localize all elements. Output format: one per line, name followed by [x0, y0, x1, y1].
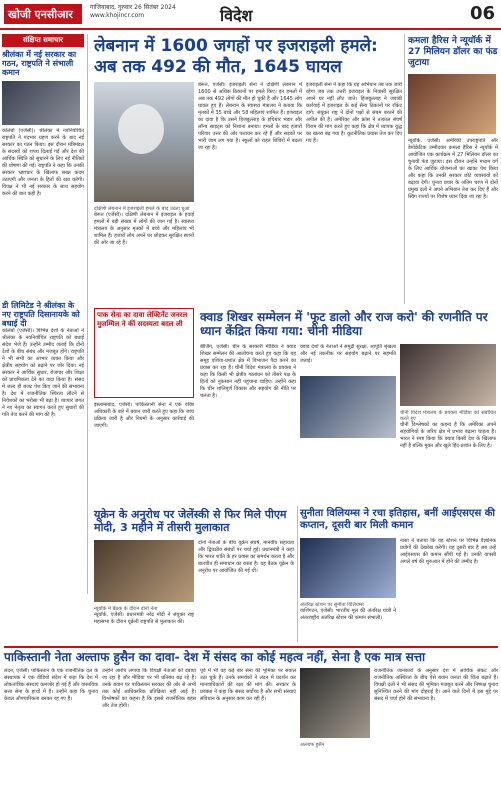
section-title: विदेश: [220, 6, 253, 25]
lead-body-col1: बेरूत, एजेंसी। इजराइली सेना ने दक्षिणी लेबनान में 1600 से अधिक ठिकानों पर हमले किए। इन हमलों में अब तक 492 लोगों की मौत हो चुकी है और 1645 लोग घायल हुए हैं। लेबनान के स्वास्थ्य मंत्रालय ने बताया कि मृतकों में 35 बच्चे और 58 महिलाएं शामिल हैं। इजराइल का दावा है कि उसने हिजबुल्लाह के हथियार भंडार और लॉन्च साइट्स को निशाना बनाया। हमलों के बाद हजारों परिवार उत्तर की ओर पलायन कर रहे हैं और सड़कों पर भारी जाम लग गया है। स्कूलों को राहत शिविरों में बदला जा रहा है।: [198, 82, 302, 151]
harris-headline: कमला हैरिस ने न्यूयॉर्क में 27 मिलियन डॉलर का फंड जुटाया: [408, 36, 498, 68]
lead-body-col0: [94, 206, 194, 302]
left-story1-photo: [2, 81, 80, 125]
quad-body-col1: बीजिंग, एजेंसी। चीन के सरकारी मीडिया ने क्वाड शिखर सम्मेलन की आलोचना करते हुए कहा कि यह समूह एशिया-प्रशांत क्षेत्र में विभाजन पैदा करने का प्रयास कर रहा है। चीनी विदेश मंत्रालय के प्रवक्ता ने कहा कि किसी भी क्षेत्रीय गठबंधन को तीसरे पक्ष के हितों को नुकसान नहीं पहुंचाना चाहिए। उन्होंने कहा कि चीन शांतिपूर्ण विकास और सहयोग की नीति पर चलता है।: [200, 344, 296, 399]
lead-body-col2: इजराइली सेना ने कहा कि यह अभियान तब तक जारी रहेगा जब तक उत्तरी इजराइल के निवासी सुरक्षित अपने घर नहीं लौट जाते। हिजबुल्लाह ने जवाबी कार्रवाई में इजराइल के कई सैन्य ठिकानों पर रॉकेट दागे। संयुक्त राष्ट्र ने दोनों पक्षों से संयम बरतने की अपील की है। अमेरिका और फ्रांस ने तत्काल संघर्ष विराम की मांग करते हुए कहा कि क्षेत्र में व्यापक युद्ध का खतरा बढ़ गया है। कूटनीतिक प्रयास तेज कर दिए गए हैं।: [306, 82, 402, 144]
quad-photo: [300, 376, 396, 438]
lead-photo-caption: दक्षिणी लेबनान में इजराइली हमले के बाद उठता धुआं: [94, 206, 190, 212]
lead-headline: लेबनान में 1600 जगहों पर इजराइली हमले: अब तक 492 की मौत, 1645 घायल: [94, 36, 378, 77]
page-number: 06: [469, 3, 495, 24]
sunita-headline: सुनीता विलियम्स ने रचा इतिहास, बनीं आईएसएस की कप्तान, दूसरी बार मिली कमान: [300, 508, 495, 531]
left-story2-body: कोलंबो (एजेंसी)। विभिन्न देशों के नेताओं ने श्रीलंका के नवनिर्वाचित राष्ट्रपति को बधाई संदेश भेजे हैं। उन्होंने उम्मीद जताई कि दोनों देशों के बीच संबंध और मजबूत होंगे। राष्ट्रपति ने भी सभी का आभार व्यक्त किया और क्षेत्रीय सहयोग को बढ़ाने पर जोर दिया। नई सरकार ने आर्थिक सुधार, रोजगार और शिक्षा को प्राथमिकता देने का वादा किया है। संसद में जल्द ही बजट पेश किए जाने की संभावना है। देश में राजनीतिक स्थिरता लौटने से निवेशकों का भरोसा भी बढ़ा है। व्यापार जगत ने नए नेतृत्व का स्वागत करते हुए सुधारों की गति तेज करने की मांग की है।: [2, 328, 84, 419]
altaf-headline: पाकिस्तानी नेता अल्ताफ हुसैन का दावा- देश में संसद का कोई महत्व नहीं, सेना है एक मात्र सत्ता: [4, 646, 498, 665]
altaf-photo: [300, 668, 370, 738]
modi-zelensky-body-col1: दोनों नेताओं के बीच यूक्रेन संघर्ष, मानवीय सहायता और द्विपक्षीय संबंधों पर चर्चा हुई। प्रधानमंत्री ने कहा कि भारत शांति के हर प्रयास का समर्थन करता है और बातचीत ही समाधान का रास्ता है। यह बैठक यूक्रेन के अनुरोध पर आयोजित की गई थी।: [198, 540, 294, 574]
quad-headline: क्वाड शिखर सम्मेलन में 'फूट डालो और राज करो' की रणनीति पर ध्यान केंद्रित किया गया: चीनी मीडिया: [200, 310, 488, 338]
brief-news-label: संक्षिप्त समाचार: [2, 34, 84, 47]
modi-zelensky-body-col0-text: न्यूयॉर्क, एजेंसी। प्रधानमंत्री नरेंद्र मोदी ने संयुक्त राष्ट्र महासभा के दौरान यूक्रेनी राष्ट्रपति से मुलाकात की।: [94, 612, 194, 625]
modi-zelensky-body-col0: [94, 606, 194, 640]
harris-photo: [408, 74, 496, 134]
sunita-photo: [300, 538, 396, 598]
left-story2-headline: डी लिमिटेड ने श्रीलंका के नए राष्ट्रपति दिसानायके को बधाई दी: [2, 300, 80, 328]
lead-photo: [94, 82, 194, 202]
modi-zelensky-photo: [94, 540, 194, 602]
altaf-photo-caption: अल्ताफ हुसैन: [300, 742, 325, 748]
altaf-body-col4: राजनीतिक जानकारों के अनुसार देश में आर्थिक संकट और राजनीतिक अस्थिरता के बीच ऐसे बयान जनता की चिंता बढ़ाते हैं। विपक्षी दलों ने भी संसद की भूमिका मजबूत करने और निष्पक्ष चुनाव सुनिश्चित करने की मांग दोहराई है। आने वाले दिनों में इस मुद्दे पर संसद में चर्चा होने की संभावना है।: [374, 668, 498, 702]
sunita-caption: अंतरिक्ष स्टेशन पर सुनीता विलियम्स: [300, 602, 364, 608]
website-line: www.khojincr.com: [90, 12, 145, 19]
lead-body-col0-text: बेरूत (एजेंसी)। दक्षिणी लेबनान में इजराइल के हवाई हमलों में बड़ी संख्या में लोगों की जान गई है। स्वास्थ्य मंत्रालय के अनुसार मृतकों में बच्चे और महिलाएं भी शामिल हैं। हजारों लोग अपने घर छोड़कर सुरक्षित स्थानों की ओर जा रहे हैं।: [94, 212, 194, 246]
left-story1-body: कोलंबो (एजेंसी)। श्रीलंका में नवनिर्वाचित राष्ट्रपति ने पदभार ग्रहण करने के बाद नई सरकार का गठन किया। इस दौरान मंत्रिमंडल के सदस्यों को शपथ दिलाई गई और देश की आर्थिक स्थिति को सुधारने के लिए नई नीतियों की घोषणा की गई। राष्ट्रपति ने कहा कि उनकी सरकार भ्रष्टाचार के खिलाफ सख्त कदम उठाएगी और जनता के हितों की रक्षा करेगी। विपक्ष ने भी नई सरकार के साथ सहयोग करने की बात कही है।: [2, 127, 84, 197]
harris-body: न्यूयॉर्क, एजेंसी। अमेरिकी उपराष्ट्रपति और डेमोक्रेटिक उम्मीदवार कमला हैरिस ने न्यूयॉर्क में आयोजित एक कार्यक्रम में 27 मिलियन डॉलर का चुनावी फंड जुटाया। इस दौरान उन्होंने मध्यम वर्ग के लिए आर्थिक योजनाओं का खाका पेश किया और कहा कि उनकी सरकार छोटे व्यवसायों को बढ़ावा देगी। चुनाव प्रचार के अंतिम चरण में दोनों प्रमुख दलों ने अपने अभियान तेज कर दिए हैं और स्विंग राज्यों पर विशेष ध्यान दिया जा रहा है।: [408, 138, 498, 200]
quad-photo-caption: चीनी विदेश मंत्रालय के प्रवक्ता मीडिया को संबोधित करते हुए: [400, 410, 496, 422]
column-rule: [297, 506, 298, 642]
chinese-spokesperson-photo: [400, 344, 496, 406]
modi-zelensky-headline: यूक्रेन के अनुरोध पर जेलेंस्की से फिर मिले पीएम मोदी, 3 महीने में तीसरी मुलाकात: [94, 508, 287, 534]
altaf-body-col1: लंदन, एजेंसी। पाकिस्तान के एक राजनीतिक दल के संस्थापक ने एक वीडियो संदेश में कहा कि देश में लोकतांत्रिक संस्थाएं कमजोर हो गई हैं और वास्तविक सत्ता सेना के हाथों में है। उन्होंने कहा कि चुनाव केवल औपचारिकता बनकर रह गए हैं।: [4, 668, 98, 702]
left-news-column: [2, 34, 88, 594]
masthead: [0, 0, 501, 30]
altaf-body-col2: उन्होंने आरोप लगाया कि विपक्षी नेताओं को दबाया जा रहा है और मीडिया पर भी प्रतिबंध बढ़ रहे हैं। उनके बयान पर पाकिस्तान सरकार की ओर से अभी तक कोई आधिकारिक प्रतिक्रिया नहीं आई है। विश्लेषकों का कहना है कि इससे राजनीतिक बहस और तेज होगी।: [102, 668, 196, 709]
modi-zelensky-caption: न्यूयॉर्क में बैठक के दौरान दोनों नेता: [94, 606, 158, 612]
altaf-body-col3: पूर्व में भी वह कई बार सेना की भूमिका पर सवाल उठा चुके हैं। उनके समर्थकों ने लंदन में प्रदर्शन कर मानवाधिकारों की रक्षा की मांग की। सरकार के प्रवक्ता ने कहा कि संसद सर्वोच्च है और सभी संस्थाएं संविधान के अनुसार काम कर रही हैं।: [200, 668, 296, 702]
pak-army-body: इस्लामाबाद, एजेंसी। पाकिस्तानी सेना ने एक वरिष्ठ अधिकारी के बारे में बयान जारी करते हुए कहा कि जांच प्रक्रिया जारी है और नियमों के अनुसार कार्रवाई की जाएगी।: [94, 402, 194, 429]
quad-body-col3-text: चीनी विश्लेषकों का कहना है कि अमेरिका अपने सहयोगियों के जरिए क्षेत्र में प्रभाव बढ़ाना चाहता है। भारत ने स्पष्ट किया कि क्वाड किसी देश के खिलाफ नहीं है बल्कि मुक्त और खुले हिंद-प्रशांत के लिए है।: [400, 422, 496, 449]
pak-army-box: [94, 308, 194, 398]
altaf-caption-block: [300, 742, 370, 796]
column-rule: [404, 34, 405, 304]
date-line: गाजियाबाद, गुरुवार 26 सितंबर 2024: [90, 4, 176, 11]
quad-body-col2: क्वाड देशों के नेताओं ने समुद्री सुरक्षा, आपूर्ति श्रृंखला और नई तकनीक पर सहयोग बढ़ाने पर सहमति जताई।: [300, 344, 396, 364]
newspaper-logo: खोजी एनसीआर: [4, 4, 82, 24]
sunita-body-col0: [300, 602, 396, 640]
left-story1-headline: श्रीलंका में नई सरकार का गठन, राष्ट्रपति ने संभाली कमान: [2, 50, 77, 78]
pak-army-headline: पाक सेना का दावा लेफ्टिनेंट जनरल मुजम्मिल ने कीं सदस्यता बदल ली: [97, 311, 188, 328]
sunita-body-col0-text: वाशिंगटन, एजेंसी। भारतीय मूल की अंतरिक्ष यात्री ने अंतरराष्ट्रीय अंतरिक्ष स्टेशन की कमान संभाली।: [300, 608, 396, 621]
sunita-body-col1: नासा ने बताया कि वह स्टेशन पर विभिन्न वैज्ञानिक प्रयोगों की देखरेख करेंगी। यह दूसरी बार है जब उन्हें आईएसएस की कमान सौंपी गई है। उनकी वापसी अगले वर्ष की शुरुआत में होने की उम्मीद है।: [400, 538, 496, 565]
quad-body-col3: [400, 410, 496, 502]
smoke-plume: [118, 104, 164, 154]
